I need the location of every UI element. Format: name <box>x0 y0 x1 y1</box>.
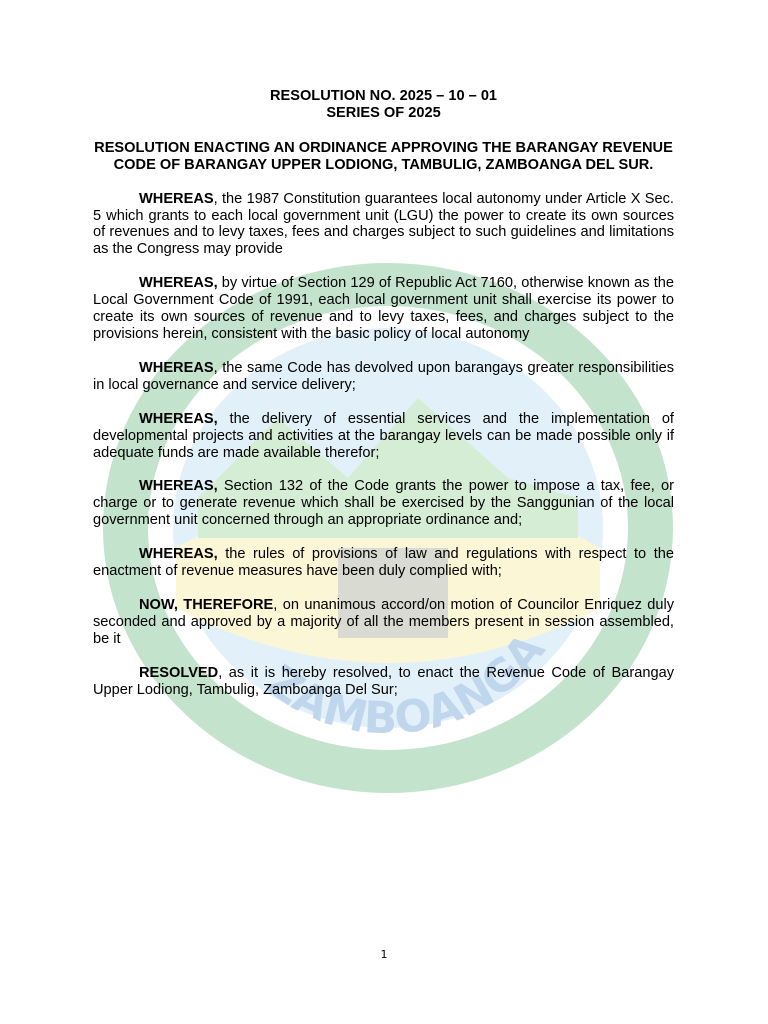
whereas-paragraph-2 <box>93 275 674 343</box>
paragraph-text: , the 1987 Constitution guarantees local autonomy under Article X Sec. 5 which grants to each local government unit (LGU) the power to create its own sources of revenues and to levy taxes, fees and charges subject to such guidelines and limitations as the Congress may provide <box>93 190 674 258</box>
page-number: 1 <box>380 948 388 961</box>
document-body <box>93 88 674 698</box>
whereas-paragraph-4 <box>93 411 674 462</box>
paragraph-lead: WHEREAS, <box>139 410 218 427</box>
whereas-paragraph-5 <box>93 478 674 529</box>
now-therefore-paragraph <box>93 597 674 648</box>
paragraph-lead: RESOLVED <box>139 664 219 681</box>
paragraph-lead: WHEREAS <box>139 359 214 376</box>
paragraph-text: the delivery of essential services and the implementation of developmental projects and activities at the barangay levels can be made possible only if adequate funds are made available therefor; <box>93 410 674 461</box>
paragraph-text: Section 132 of the Code grants the power to impose a tax, fee, or charge or to generate revenue which shall be exercised by the Sanggunian of the local government unit concerned through an appropriate ordinance and; <box>93 478 674 529</box>
paragraph-lead: WHEREAS, <box>139 275 218 292</box>
paragraph-text: , on unanimous accord/on motion of Councilor Enriquez duly seconded and approved by a majority of all the members present in session assembled, be it <box>93 596 675 647</box>
paragraph-lead: WHEREAS <box>139 190 214 207</box>
paragraph-text: by virtue of Section 129 of Republic Act 7160, otherwise known as the Local Government Code of 1991, each local government unit shall exercise its power to create its own sources of revenue and to levy taxes, fees, and charges subject to the provisions herein, consistent with the basic policy of local autonomy <box>93 275 674 342</box>
resolution-series: SERIES OF 2025 <box>326 104 441 121</box>
paragraph-text: , as it is hereby resolved, to enact the Revenue Code of Barangay Upper Lodiong, Tambulig, Zamboanga Del Sur; <box>93 664 674 698</box>
paragraph-text: the rules of provisions of law and regulations with respect to the enactment of revenue measures have been duly complied with; <box>93 546 674 580</box>
whereas-paragraph-3 <box>93 360 674 394</box>
paragraph-lead: WHEREAS, <box>139 546 218 563</box>
paragraph-text: , the same Code has devolved upon barangays greater responsibilities in local governance and service delivery; <box>93 359 674 393</box>
resolution-title: RESOLUTION ENACTING AN ORDINANCE APPROVING THE BARANGAY REVENUE CODE OF BARANGAY UPPER LODIONG, TAMBULIG, ZAMBOANGA DEL SUR. <box>94 139 673 173</box>
paragraph-lead: NOW, THEREFORE <box>139 596 274 613</box>
whereas-paragraph-1 <box>93 191 674 259</box>
whereas-paragraph-6 <box>93 546 674 580</box>
resolution-number: RESOLUTION NO. 2025 – 10 – 01 <box>269 88 498 104</box>
paragraph-lead: WHEREAS, <box>139 478 218 495</box>
seal-text: ZAMBOANGA <box>257 624 555 745</box>
resolved-paragraph <box>93 665 674 699</box>
